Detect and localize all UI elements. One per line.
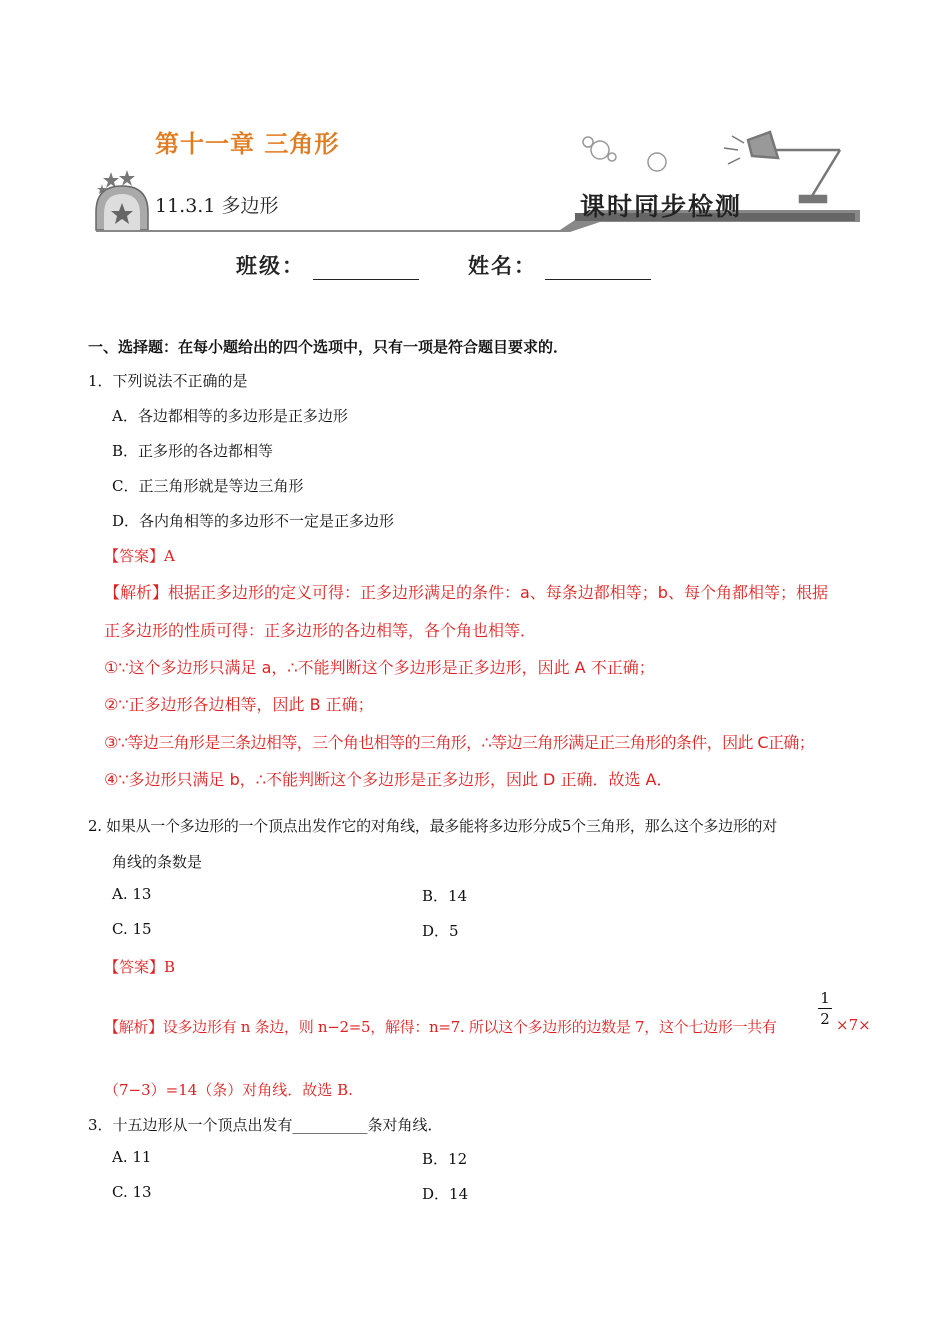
q3-option-b: B．12 — [422, 1150, 468, 1168]
class-blank[interactable] — [313, 259, 419, 280]
q1-answer: 【答案】A — [104, 547, 175, 565]
q1-explanation-line-2: 正多边形的性质可得：正多边形的各边相等，各个角也相等． — [104, 621, 537, 640]
class-label: 班级： — [236, 253, 305, 278]
name-field — [468, 250, 651, 280]
q2-option-c: C. 15 — [112, 920, 152, 938]
q3-option-d: D．14 — [422, 1185, 469, 1203]
q3-option-c: C. 13 — [112, 1183, 152, 1201]
q2-explanation-line-1: 【解析】设多边形有 n 条边，则 n−2=5，解得：n=7. 所以这个多边形的边数是 7，这个七边形一共有 — [104, 1018, 777, 1036]
section-title: 11.3.1 多边形 — [155, 195, 279, 217]
badge-icon — [96, 186, 148, 230]
q2-option-b: B．14 — [422, 887, 468, 905]
q1-explanation-line-1: 【解析】根据正多边形的定义可得：正多边形满足的条件：a、每条边都相等；b、每个角都相等；根据 — [104, 583, 828, 602]
q2-stem-line-1: 2. 如果从一个多边形的一个顶点出发作它的对角线，最多能将多边形分成5个三角形，那么这个多边形的对 — [88, 817, 777, 835]
q1-option-a: A．各边都相等的多边形是正多边形 — [112, 407, 348, 425]
q1-option-d: D．各内角相等的多边形不一定是正多边形 — [112, 512, 395, 530]
slogan: 课时同步检测 — [580, 192, 743, 221]
q2-explanation-fraction-tail: ×7× — [836, 1016, 871, 1034]
q2-answer: 【答案】B — [104, 958, 176, 976]
q2-option-a: A. 13 — [112, 885, 152, 903]
q2-option-d: D．5 — [422, 922, 459, 940]
fraction-numerator: 1 — [818, 988, 832, 1009]
q3-stem: 3．十五边形从一个顶点出发有__________条对角线． — [88, 1116, 443, 1134]
q1-explanation-line-3: ①∵这个多边形只满足 a，∴不能判断这个多边形是正多边形，因此 A 不正确； — [104, 658, 655, 677]
section-instructions: 一、选择题：在每小题给出的四个选项中，只有一项是符合题目要求的． — [88, 338, 569, 356]
class-field — [236, 250, 419, 280]
q1-explanation-line-5: ③∵等边三角形是三条边相等，三个角也相等的三角形，∴等边三角形满足正三角形的条件，因此 C正确； — [104, 733, 815, 752]
q2-explanation-line-2: （7−3）=14（条）对角线．故选 B. — [104, 1081, 353, 1099]
q2-stem-line-2: 角线的条数是 — [112, 853, 203, 871]
q1-explanation-line-4: ②∵正多边形各边相等，因此 B 正确； — [104, 695, 374, 714]
name-label: 姓名： — [468, 253, 537, 278]
fraction-denominator: 2 — [820, 1010, 830, 1028]
name-blank[interactable] — [545, 259, 651, 280]
q3-option-a: A. 11 — [112, 1148, 152, 1166]
q1-option-b: B．正多形的各边都相等 — [112, 442, 274, 460]
q1-option-c: C．正三角形就是等边三角形 — [112, 477, 304, 495]
fraction-one-half — [818, 988, 832, 1029]
chapter-title: 第十一章 三角形 — [155, 130, 340, 158]
q1-explanation-line-6: ④∵多边形只满足 b，∴不能判断这个多边形是正多边形，因此 D 正确．故选 A． — [104, 770, 673, 789]
bubble-icons — [583, 137, 666, 171]
q1-stem: 1．下列说法不正确的是 — [88, 372, 248, 390]
